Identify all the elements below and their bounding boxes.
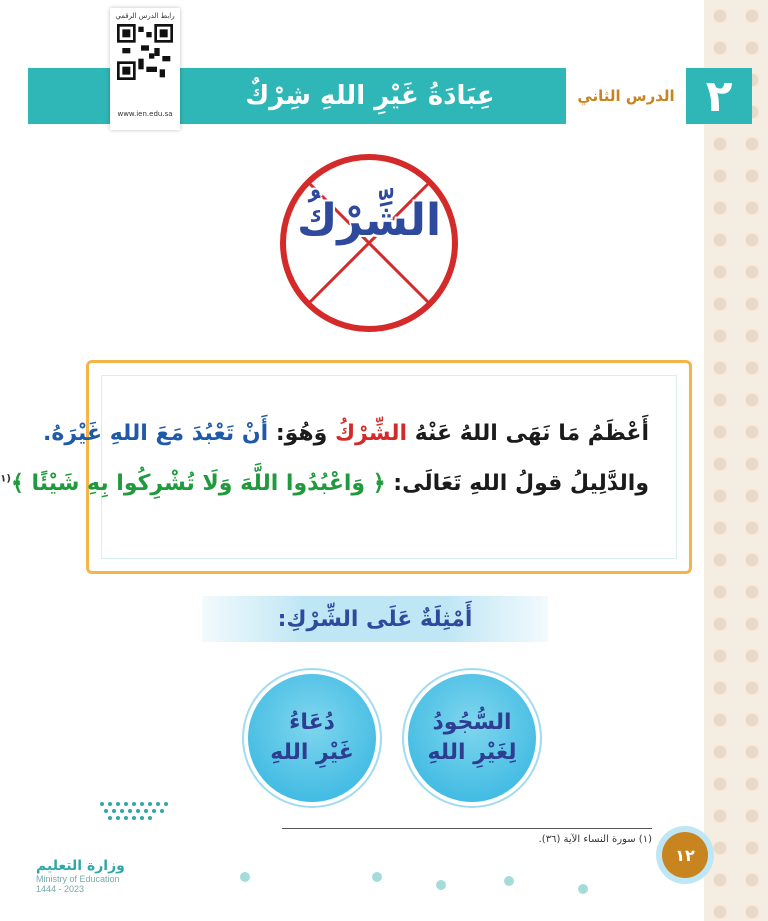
lesson-title: عِبَادَةُ غَيْرِ اللهِ شِرْكٌ (245, 81, 495, 111)
decorative-dot (504, 876, 514, 886)
decorative-dot (240, 872, 250, 882)
quran-verse: ﴿ وَاعْبُدُوا اللَّهَ وَلَا تُشْرِكُوا بِهِ شَيْئًا ﴾ (10, 471, 386, 496)
decorative-side-strip (704, 0, 768, 921)
definition-text: أَنْ تَعْبُدَ مَعَ اللهِ غَيْرَهُ. (43, 421, 269, 446)
lesson-number: ٢ (686, 68, 752, 124)
example-line: دُعَاءُ (289, 710, 335, 736)
example-bubble-prostration (408, 674, 536, 802)
ministry-year: 2023 - 1444 (36, 884, 85, 894)
qr-code-icon[interactable] (117, 24, 173, 80)
example-line: لِغَيْرِ اللهِ (427, 740, 517, 765)
ministry-dots-logo (96, 798, 176, 822)
example-bubble-supplication (248, 674, 376, 802)
decorative-dot (372, 872, 382, 882)
statement-text: أَعْظَمُ مَا نَهَى اللهُ عَنْهُ (407, 421, 649, 446)
example-line: غَيْرِ اللهِ (270, 740, 354, 765)
statement-line-2 (0, 471, 649, 496)
example-line: السُّجُودُ (432, 710, 512, 736)
statement-box (0, 360, 692, 574)
footnote-reference: (١ (0, 473, 11, 485)
statement-inner-frame (101, 375, 677, 559)
qr-caption: رابط الدرس الرقمي (115, 12, 175, 20)
ministry-name-arabic: وزارة التعليم (36, 858, 125, 874)
decorative-dot (436, 880, 446, 890)
banner-word: الشِّرْكُ (296, 195, 442, 246)
qr-url[interactable]: www.ien.edu.sa (117, 110, 173, 118)
evidence-intro: والدَّلِيلُ قولُ اللهِ تَعَالَى: (385, 471, 649, 496)
examples-title: أَمْثِلَةٌ عَلَى الشِّرْكِ: (202, 596, 548, 642)
page-number: ١٢ (662, 832, 708, 878)
ministry-name-english: Ministry of Education (36, 874, 120, 884)
ministry-logo (36, 858, 146, 894)
statement-text: وَهُوَ: (268, 421, 335, 446)
qr-card[interactable] (110, 8, 180, 130)
footnote: (١) سورة النساء الآية (٣٦). (538, 834, 652, 845)
lesson-label: الدرس الثاني (577, 87, 675, 105)
statement-line-1 (43, 421, 649, 446)
highlight-shirk: الشِّرْكُ (335, 421, 408, 446)
footnote-divider (282, 828, 652, 829)
decorative-dot (578, 884, 588, 894)
